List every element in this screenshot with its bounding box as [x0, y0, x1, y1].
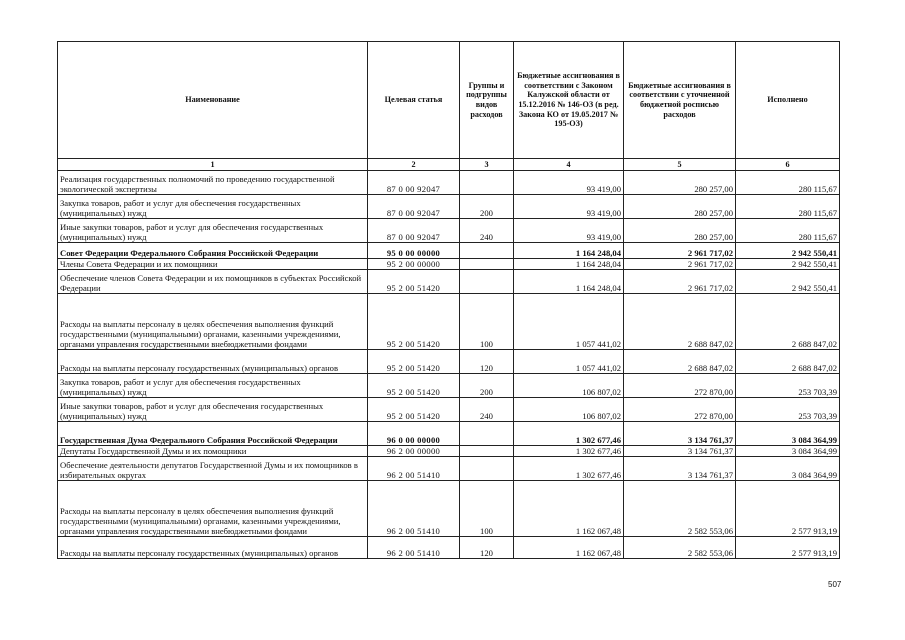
row-budget-law: 1 057 441,02 — [514, 350, 624, 374]
table-row — [58, 374, 840, 398]
row-name: Совет Федерации Федерального Собрания Российской Федерации — [58, 243, 368, 259]
row-name: Иные закупки товаров, работ и услуг для обеспечения государственных (муниципальных) нужд — [58, 398, 368, 422]
row-budget-law: 1 162 067,48 — [514, 537, 624, 559]
table-row — [58, 294, 840, 350]
row-executed: 2 688 847,02 — [736, 294, 840, 350]
row-budget-plan: 272 870,00 — [624, 398, 736, 422]
column-number-row — [58, 159, 840, 171]
column-number: 5 — [624, 159, 736, 171]
header-budget-law: Бюджетные ассигнования в соответствии с Законом Калужской области от 15.12.2016 № 146-ОЗ (в ред. Закона КО от 19.05.2017 № 195-ОЗ) — [514, 42, 624, 159]
row-target-article: 95 2 00 51420 — [368, 350, 460, 374]
table-row — [58, 243, 840, 259]
row-budget-plan: 280 257,00 — [624, 171, 736, 195]
row-expense-group — [460, 446, 514, 457]
row-executed: 2 577 913,19 — [736, 537, 840, 559]
row-budget-law: 106 807,02 — [514, 398, 624, 422]
row-executed: 280 115,67 — [736, 171, 840, 195]
row-budget-plan: 2 961 717,02 — [624, 259, 736, 270]
table-row — [58, 195, 840, 219]
row-budget-law: 1 302 677,46 — [514, 446, 624, 457]
row-executed: 280 115,67 — [736, 219, 840, 243]
row-executed: 2 942 550,41 — [736, 270, 840, 294]
document-page — [57, 41, 847, 559]
column-number: 4 — [514, 159, 624, 171]
row-expense-group: 120 — [460, 537, 514, 559]
page-number: 507 — [828, 580, 842, 589]
row-expense-group: 200 — [460, 374, 514, 398]
column-number: 6 — [736, 159, 840, 171]
row-target-article: 95 0 00 00000 — [368, 243, 460, 259]
row-expense-group: 120 — [460, 350, 514, 374]
row-executed: 3 084 364,99 — [736, 422, 840, 446]
header-expense-groups: Группы и подгруппы видов расходов — [460, 42, 514, 159]
table-row — [58, 270, 840, 294]
row-executed: 2 942 550,41 — [736, 243, 840, 259]
table-row — [58, 422, 840, 446]
row-budget-plan: 2 582 553,06 — [624, 537, 736, 559]
table-row — [58, 481, 840, 537]
row-target-article: 96 0 00 00000 — [368, 422, 460, 446]
row-executed: 3 084 364,99 — [736, 457, 840, 481]
row-budget-law: 1 057 441,02 — [514, 294, 624, 350]
row-expense-group — [460, 270, 514, 294]
row-budget-law: 1 164 248,04 — [514, 270, 624, 294]
row-executed: 253 703,39 — [736, 398, 840, 422]
row-target-article: 96 2 00 00000 — [368, 446, 460, 457]
row-name: Закупка товаров, работ и услуг для обеспечения государственных (муниципальных) нужд — [58, 374, 368, 398]
row-budget-law: 93 419,00 — [514, 195, 624, 219]
row-name: Обеспечение деятельности депутатов Государственной Думы и их помощников в избирательных округах — [58, 457, 368, 481]
row-name: Расходы на выплаты персоналу в целях обеспечения выполнения функций государственными (муниципальными) органами, казенными учреждениями, органами управления государственными внебюджетными фондами — [58, 481, 368, 537]
row-target-article: 87 0 00 92047 — [368, 195, 460, 219]
row-target-article: 95 2 00 00000 — [368, 259, 460, 270]
row-target-article: 87 0 00 92047 — [368, 219, 460, 243]
row-budget-law: 93 419,00 — [514, 171, 624, 195]
table-row — [58, 171, 840, 195]
row-budget-law: 1 164 248,04 — [514, 243, 624, 259]
row-budget-law: 1 302 677,46 — [514, 422, 624, 446]
row-name: Расходы на выплаты персоналу государственных (муниципальных) органов — [58, 350, 368, 374]
row-name: Члены Совета Федерации и их помощники — [58, 259, 368, 270]
row-name: Государственная Дума Федерального Собрания Российской Федерации — [58, 422, 368, 446]
row-expense-group — [460, 171, 514, 195]
row-target-article: 95 2 00 51420 — [368, 270, 460, 294]
table-row — [58, 350, 840, 374]
row-executed: 2 577 913,19 — [736, 481, 840, 537]
table-row — [58, 259, 840, 270]
table-row — [58, 398, 840, 422]
row-budget-law: 1 162 067,48 — [514, 481, 624, 537]
row-executed: 280 115,67 — [736, 195, 840, 219]
row-target-article: 96 2 00 51410 — [368, 481, 460, 537]
row-name: Депутаты Государственной Думы и их помощники — [58, 446, 368, 457]
row-target-article: 95 2 00 51420 — [368, 374, 460, 398]
row-target-article: 96 2 00 51410 — [368, 537, 460, 559]
row-executed: 253 703,39 — [736, 374, 840, 398]
row-budget-plan: 280 257,00 — [624, 219, 736, 243]
row-budget-plan: 3 134 761,37 — [624, 457, 736, 481]
header-executed: Исполнено — [736, 42, 840, 159]
row-target-article: 95 2 00 51420 — [368, 294, 460, 350]
table-row — [58, 446, 840, 457]
row-name: Иные закупки товаров, работ и услуг для обеспечения государственных (муниципальных) нужд — [58, 219, 368, 243]
row-name: Обеспечение членов Совета Федерации и их помощников в субъектах Российской Федерации — [58, 270, 368, 294]
row-budget-plan: 3 134 761,37 — [624, 446, 736, 457]
header-target-article: Целевая статья — [368, 42, 460, 159]
row-executed: 3 084 364,99 — [736, 446, 840, 457]
row-budget-plan: 2 582 553,06 — [624, 481, 736, 537]
row-name: Реализация государственных полномочий по проведению государственной экологической экспертизы — [58, 171, 368, 195]
row-budget-plan: 280 257,00 — [624, 195, 736, 219]
row-budget-law: 93 419,00 — [514, 219, 624, 243]
table-row — [58, 537, 840, 559]
row-expense-group — [460, 259, 514, 270]
row-executed: 2 942 550,41 — [736, 259, 840, 270]
row-expense-group: 200 — [460, 195, 514, 219]
row-budget-law: 1 164 248,04 — [514, 259, 624, 270]
table-row — [58, 457, 840, 481]
row-expense-group — [460, 457, 514, 481]
table-row — [58, 219, 840, 243]
row-budget-law: 1 302 677,46 — [514, 457, 624, 481]
header-budget-plan: Бюджетные ассигнования в соответствии с уточненной бюджетной росписью расходов — [624, 42, 736, 159]
row-budget-plan: 2 961 717,02 — [624, 243, 736, 259]
row-expense-group: 240 — [460, 219, 514, 243]
row-budget-plan: 272 870,00 — [624, 374, 736, 398]
column-number: 1 — [58, 159, 368, 171]
row-expense-group — [460, 422, 514, 446]
header-name: Наименование — [58, 42, 368, 159]
column-number: 3 — [460, 159, 514, 171]
row-name: Закупка товаров, работ и услуг для обеспечения государственных (муниципальных) нужд — [58, 195, 368, 219]
row-budget-plan: 2 961 717,02 — [624, 270, 736, 294]
header-row — [58, 42, 840, 159]
row-expense-group — [460, 243, 514, 259]
table-body — [58, 171, 840, 559]
row-name: Расходы на выплаты персоналу в целях обеспечения выполнения функций государственными (муниципальными) органами, казенными учреждениями, органами управления государственными внебюджетными фондами — [58, 294, 368, 350]
row-budget-plan: 2 688 847,02 — [624, 294, 736, 350]
row-target-article: 96 2 00 51410 — [368, 457, 460, 481]
row-budget-law: 106 807,02 — [514, 374, 624, 398]
row-expense-group: 100 — [460, 294, 514, 350]
budget-table — [57, 41, 840, 559]
row-target-article: 87 0 00 92047 — [368, 171, 460, 195]
row-expense-group: 100 — [460, 481, 514, 537]
row-target-article: 95 2 00 51420 — [368, 398, 460, 422]
row-budget-plan: 2 688 847,02 — [624, 350, 736, 374]
row-expense-group: 240 — [460, 398, 514, 422]
row-executed: 2 688 847,02 — [736, 350, 840, 374]
column-number: 2 — [368, 159, 460, 171]
row-name: Расходы на выплаты персоналу государственных (муниципальных) органов — [58, 537, 368, 559]
row-budget-plan: 3 134 761,37 — [624, 422, 736, 446]
